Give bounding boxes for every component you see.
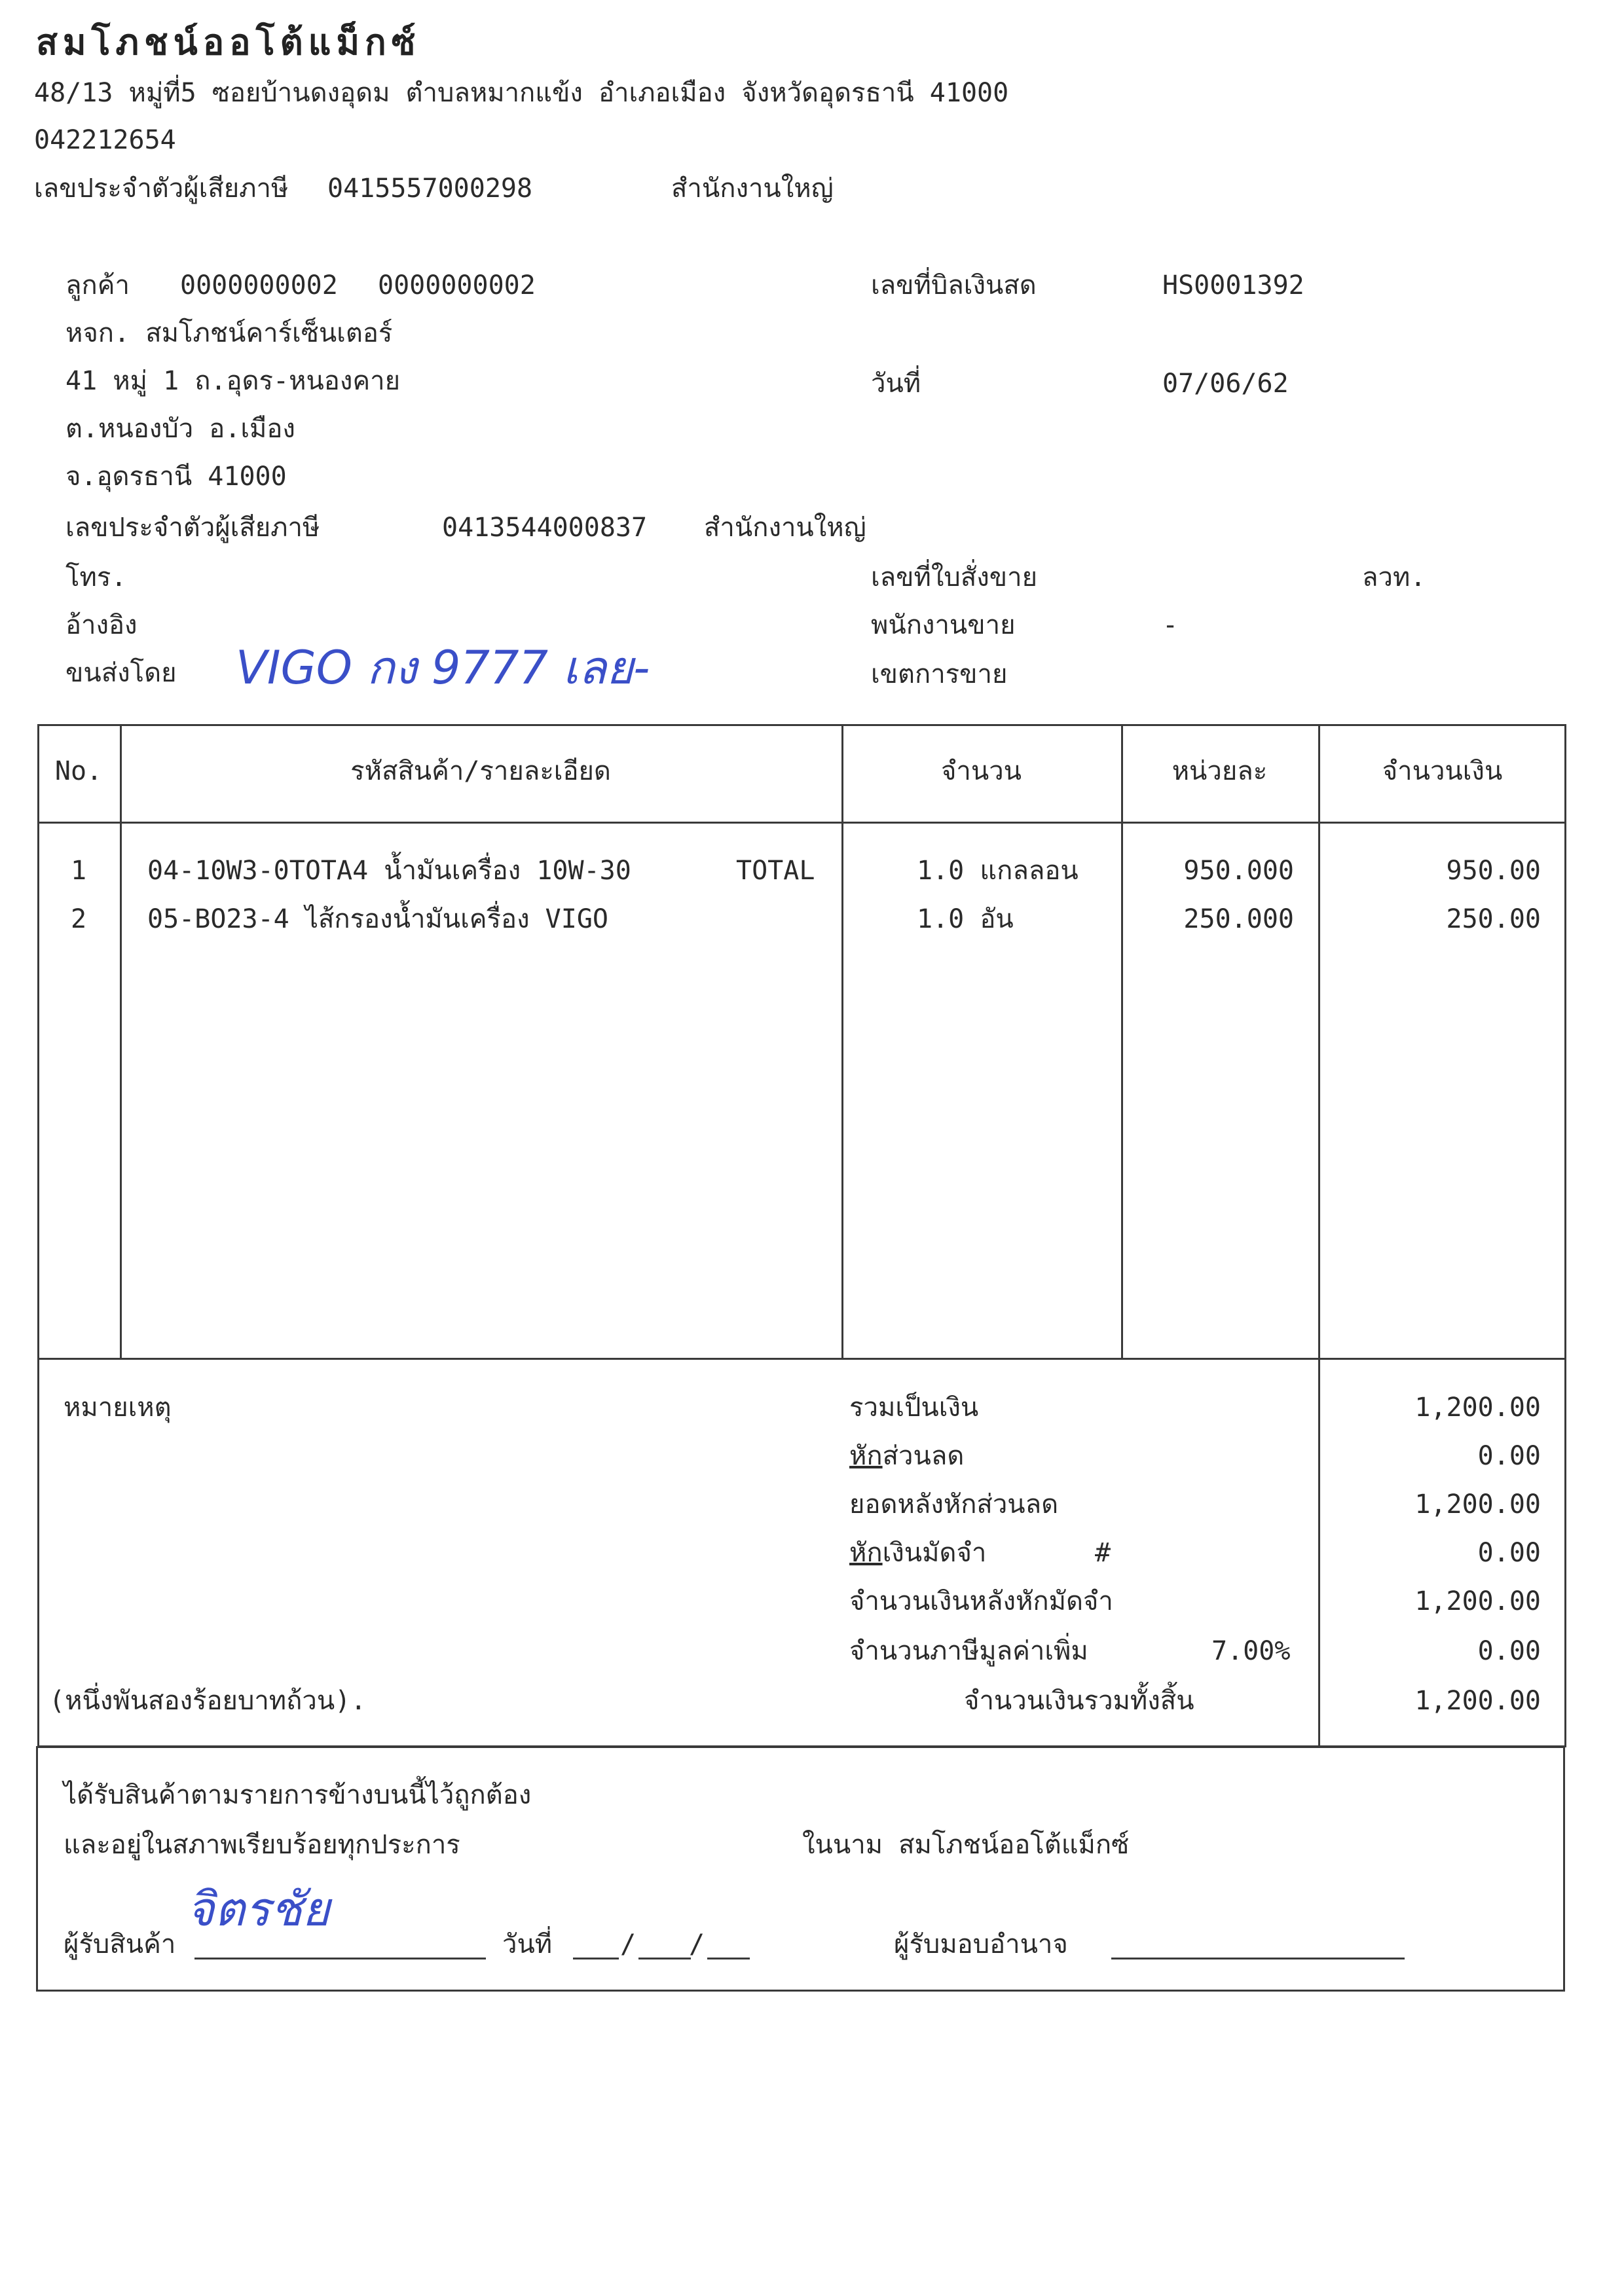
customer-branch: สำนักงานใหญ่ <box>704 513 866 543</box>
summary-label-vat: จำนวนภาษีมูลค่าเพิ่ม <box>849 1636 1088 1666</box>
customer-name: หจก. สมโภชน์คาร์เซ็นเตอร์ <box>65 318 393 348</box>
row-amount: 250.00 <box>1446 904 1541 934</box>
summary-value-total: 1,200.00 <box>1414 1393 1541 1423</box>
row-qty: 1.0 อัน <box>917 904 1014 934</box>
customer-code-1: 0000000002 <box>180 270 338 301</box>
row-unit-price: 950.000 <box>1183 856 1294 886</box>
date-year-blank <box>707 1925 750 1959</box>
customer-address-2: ต.หนองบัว อ.เมือง <box>65 414 295 444</box>
row-no: 2 <box>70 904 87 934</box>
row-brand: TOTAL <box>736 856 815 886</box>
receiver-signature: จิตรชัย <box>187 1882 330 1937</box>
summary-vat-rate: 7.00% <box>1211 1636 1291 1666</box>
receipt-line-1: ได้รับสินค้าตามรายการข้างบนนี้ไว้ถูกต้อง <box>64 1780 532 1810</box>
row-amount: 950.00 <box>1446 856 1541 886</box>
customer-ref-label: อ้างอิง <box>65 610 138 640</box>
header-no: No. <box>54 756 103 786</box>
customer-tax-id-label: เลขประจำตัวผู้เสียภาษี <box>65 513 320 543</box>
header-amount: จำนวนเงิน <box>1382 756 1503 786</box>
company-address: 48/13 หมู่ที่5 ซอยบ้านดงอุดม ตำบลหมากแข้ง อำเภอเมือง จังหวัดอุดรธานี 41000 <box>34 78 1009 108</box>
customer-phone-label: โทร. <box>65 562 127 592</box>
order-no-label: เลขที่ใบสั่งขาย <box>871 562 1038 592</box>
row-desc: 04-10W3-0TOTA4 น้ำมันเครื่อง 10W-30 <box>147 856 631 886</box>
customer-code-2: 0000000002 <box>378 270 536 301</box>
col-divider-3 <box>1121 724 1123 1358</box>
bill-date: 07/06/62 <box>1162 369 1289 399</box>
salesperson-label: พนักงานขาย <box>871 610 1016 640</box>
sales-area-label: เขตการขาย <box>871 659 1008 689</box>
customer-address-1: 41 หมู่ 1 ถ.อุดร-หนองคาย <box>65 366 401 396</box>
summary-label-deposit: หักเงินมัดจำ <box>849 1538 987 1568</box>
company-name: สมโภชน์ออโต้แม็กซ์ <box>36 22 421 63</box>
date-sep-2: / <box>689 1929 705 1959</box>
salesperson-value: - <box>1162 610 1179 640</box>
header-qty: จำนวน <box>940 756 1022 786</box>
ship-handwritten-note: VIGO กง 9777 เลย- <box>236 641 650 695</box>
header-desc: รหัสสินค้า/รายละเอียด <box>350 756 611 786</box>
summary-value-after-deposit: 1,200.00 <box>1414 1586 1541 1616</box>
receive-date-label: วันที่ <box>502 1929 553 1959</box>
customer-ship-label: ขนส่งโดย <box>65 658 177 688</box>
summary-deposit-hash: # <box>1095 1538 1111 1568</box>
summary-value-discount: 0.00 <box>1477 1441 1541 1471</box>
summary-label-total: รวมเป็นเงิน <box>849 1393 979 1423</box>
on-behalf-of: ในนาม สมโภชน์ออโต้แม็กซ์ <box>802 1830 1130 1860</box>
customer-label: ลูกค้า <box>65 270 130 301</box>
company-tax-id-label: เลขประจำตัวผู้เสียภาษี <box>34 173 289 204</box>
customer-address-3: จ.อุดรธานี 41000 <box>65 462 287 492</box>
col-divider-2 <box>841 724 843 1358</box>
summary-value-after-discount: 1,200.00 <box>1414 1489 1541 1520</box>
row-qty: 1.0 แกลลอน <box>917 856 1079 886</box>
table-header-divider <box>37 822 1566 824</box>
date-sep-1: / <box>620 1929 637 1959</box>
col-divider-1 <box>120 724 122 1358</box>
customer-tax-id: 0413544000837 <box>442 513 648 543</box>
bill-date-label: วันที่ <box>871 369 921 399</box>
bill-no-label: เลขที่บิลเงินสด <box>871 270 1037 301</box>
table-body-divider <box>37 1358 1566 1360</box>
date-month-blank <box>638 1925 691 1959</box>
company-tax-id: 0415557000298 <box>327 173 533 204</box>
header-unit-price: หน่วยละ <box>1172 756 1268 786</box>
authorized-label: ผู้รับมอบอำนาจ <box>894 1929 1068 1959</box>
summary-value-deposit: 0.00 <box>1477 1538 1541 1568</box>
date-day-blank <box>573 1925 619 1959</box>
receiver-label: ผู้รับสินค้า <box>64 1929 176 1959</box>
receipt-line-2: และอยู่ในสภาพเรียบร้อยทุกประการ <box>64 1830 460 1860</box>
authorized-signature-line <box>1111 1925 1405 1959</box>
summary-label-grand-total: จำนวนเงินรวมทั้งสิ้น <box>964 1686 1194 1716</box>
remark-label: หมายเหตุ <box>64 1393 172 1423</box>
amount-in-words: (หนึ่งพันสองร้อยบาทถ้วน). <box>49 1686 367 1716</box>
summary-value-vat: 0.00 <box>1477 1636 1541 1666</box>
row-unit-price: 250.000 <box>1183 904 1294 934</box>
row-no: 1 <box>70 856 87 886</box>
summary-value-grand-total: 1,200.00 <box>1414 1686 1541 1716</box>
row-desc: 05-BO23-4 ไส้กรองน้ำมันเครื่อง VIGO <box>147 904 609 934</box>
company-phone: 042212654 <box>34 125 176 155</box>
summary-label-after-discount: ยอดหลังหักส่วนลด <box>849 1489 1059 1520</box>
company-branch: สำนักงานใหญ่ <box>671 173 834 204</box>
summary-label-discount: หักส่วนลด <box>849 1441 965 1471</box>
summary-label-after-deposit: จำนวนเงินหลังหักมัดจำ <box>849 1586 1113 1616</box>
bill-no: HS0001392 <box>1162 270 1304 301</box>
order-suffix: ลวท. <box>1362 562 1426 592</box>
